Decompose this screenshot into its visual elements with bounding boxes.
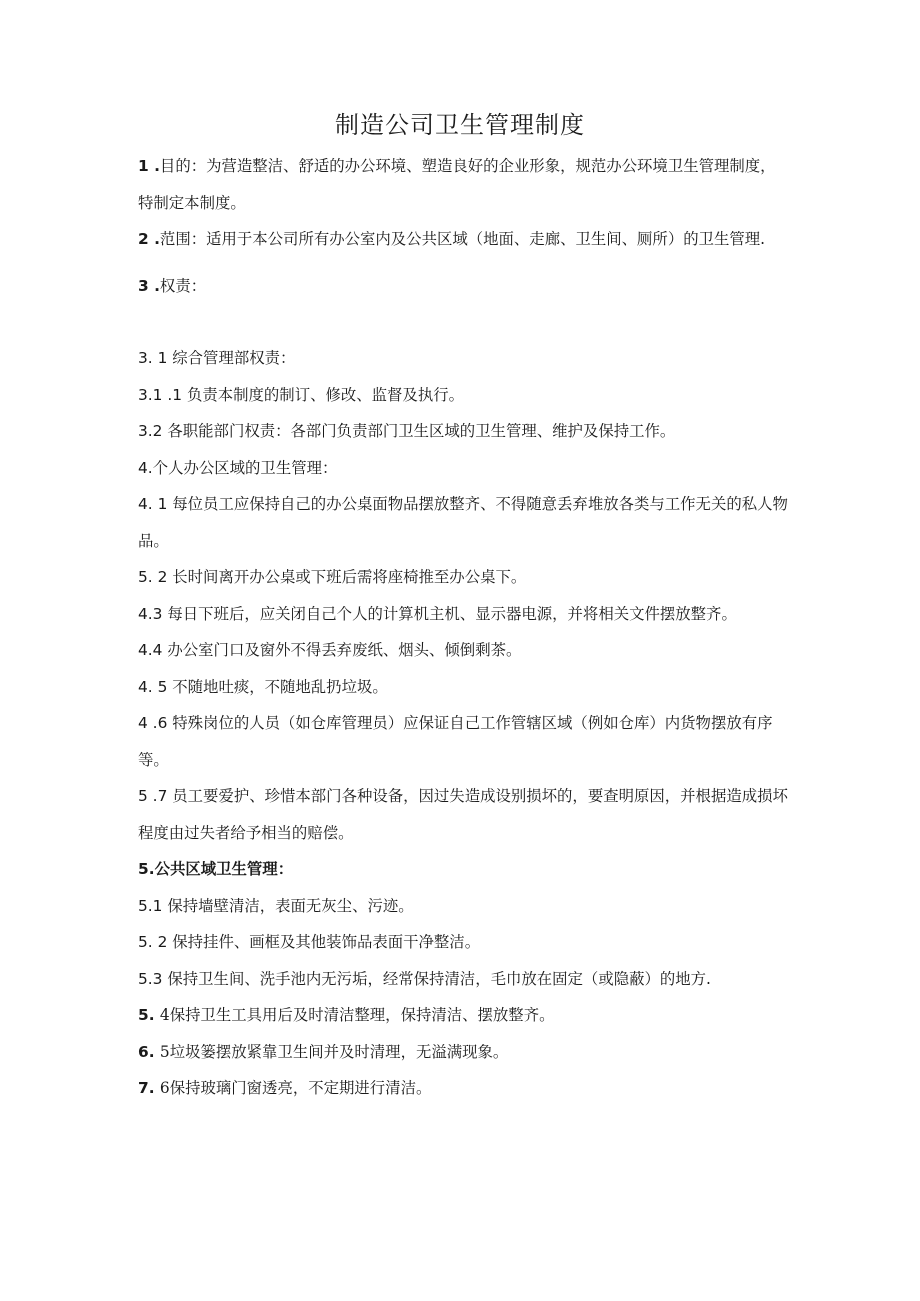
- document-body: [138, 148, 788, 1107]
- paragraph-text: 每日下班后，应关闭自己个人的计算机主机、显示器电源，并将相关文件摆放整齐。: [167, 604, 737, 623]
- paragraph-5-3: [138, 961, 788, 998]
- paragraph-number: 3.1 .1: [138, 385, 187, 404]
- paragraph-text: 长时间离开办公桌或下班后需将座椅推至办公桌下。: [172, 568, 527, 586]
- paragraph-4-1: [138, 486, 788, 559]
- paragraph-5-4: [138, 997, 788, 1034]
- paragraph-6-5: [138, 1034, 788, 1071]
- paragraph-number: 5.: [138, 860, 155, 878]
- paragraph-number: 2 .: [138, 230, 160, 248]
- paragraph-number: 7.: [138, 1079, 160, 1097]
- paragraph-4-4: [138, 632, 788, 669]
- paragraph-number: 5. 2: [138, 568, 173, 586]
- paragraph-number: 5. 2: [138, 933, 173, 951]
- paragraph-3-1: [138, 340, 788, 377]
- paragraph-number: 1 .: [138, 157, 160, 175]
- paragraph-number: 4.4: [138, 641, 168, 659]
- paragraph-4-6: [138, 705, 788, 778]
- paragraph-text: 4保持卫生工具用后及时清洁整理，保持清洁、摆放整齐。: [159, 1006, 555, 1024]
- paragraph-text: 保持卫生间、洗手池内无污垢，经常保持清洁，毛巾放在固定（或隐蔽）的地方.: [167, 969, 711, 988]
- paragraph-number: 4.: [138, 458, 153, 477]
- paragraph-text: 5垃圾篓摆放紧靠卫生间并及时清理，无溢满现象。: [159, 1042, 509, 1061]
- paragraph-number: 5.1: [138, 896, 168, 915]
- paragraph-text: 目的：为营造整洁、舒适的办公环境、塑造良好的企业形象，规范办公环境卫生管理制度，特制定本制度。: [138, 157, 776, 212]
- document-title: 制造公司卫生管理制度: [335, 111, 585, 139]
- paragraph-number: 4. 1: [138, 495, 173, 513]
- paragraph-7-6: [138, 1070, 788, 1107]
- paragraph-text: 员工要爱护、珍惜本部门各种设备，因过失造成设别损坏的，要查明原因，并根据造成损坏程度由过失者给予相当的赔偿。: [138, 787, 788, 842]
- paragraph-4-5: [138, 669, 788, 706]
- paragraph-text: 不随地吐痰，不随地乱扔垃圾。: [172, 677, 388, 696]
- paragraph-2: [138, 221, 788, 258]
- paragraph-number: 5.3: [138, 969, 168, 988]
- paragraph-4: [138, 450, 788, 487]
- paragraph-text: 综合管理部权责：: [172, 349, 296, 367]
- paragraph-number: 4. 5: [138, 677, 173, 696]
- paragraph-number: 3. 1: [138, 349, 173, 367]
- paragraph-text: 6保持玻璃门窗透亮，不定期进行清洁。: [159, 1079, 432, 1097]
- paragraph-text: 各职能部门权责：各部门负责部门卫生区域的卫生管理、维护及保持工作。: [167, 422, 676, 440]
- paragraph-number: 3.2: [138, 422, 168, 440]
- paragraph-5-2: [138, 559, 788, 596]
- paragraph-text: 每位员工应保持自己的办公桌面物品摆放整齐、不得随意丢弃堆放各类与工作无关的私人物品。: [138, 495, 788, 550]
- paragraph-text: 保持墙壁清洁，表面无灰尘、污迹。: [167, 896, 414, 915]
- paragraph-text: 范围：适用于本公司所有办公室内及公共区域（地面、走廊、卫生间、厕所）的卫生管理.: [159, 230, 766, 248]
- paragraph-text: 负责本制度的制订、修改、监督及执行。: [186, 385, 464, 404]
- paragraph-number: 4.3: [138, 604, 168, 623]
- paragraph-3: [138, 268, 788, 305]
- paragraph-3-2: [138, 413, 788, 450]
- paragraph-1: [138, 148, 788, 221]
- paragraph-text: 办公室门口及窗外不得丢弃废纸、烟头、倾倒剩茶。: [167, 641, 522, 659]
- paragraph-number: 6.: [138, 1042, 160, 1061]
- paragraph-3-1-1: [138, 377, 788, 414]
- paragraph-text: 权责：: [159, 276, 207, 295]
- paragraph-5-2b: [138, 924, 788, 961]
- paragraph-5: [138, 851, 788, 888]
- paragraph-text: 特殊岗位的人员（如仓库管理员）应保证自己工作管辖区域（例如仓库）内货物摆放有序等。: [138, 714, 773, 769]
- paragraph-number: 5.: [138, 1006, 160, 1024]
- paragraph-text: 个人办公区域的卫生管理：: [152, 458, 338, 477]
- paragraph-number: 5 .7: [138, 787, 173, 805]
- paragraph-text: 公共区域卫生管理：: [154, 860, 294, 878]
- paragraph-number: 4 .6: [138, 714, 173, 732]
- paragraph-number: 3 .: [138, 276, 160, 295]
- paragraph-5-1: [138, 888, 788, 925]
- paragraph-text: 保持挂件、画框及其他装饰品表面干净整洁。: [172, 933, 481, 951]
- paragraph-4-3: [138, 596, 788, 633]
- paragraph-5-7: [138, 778, 788, 851]
